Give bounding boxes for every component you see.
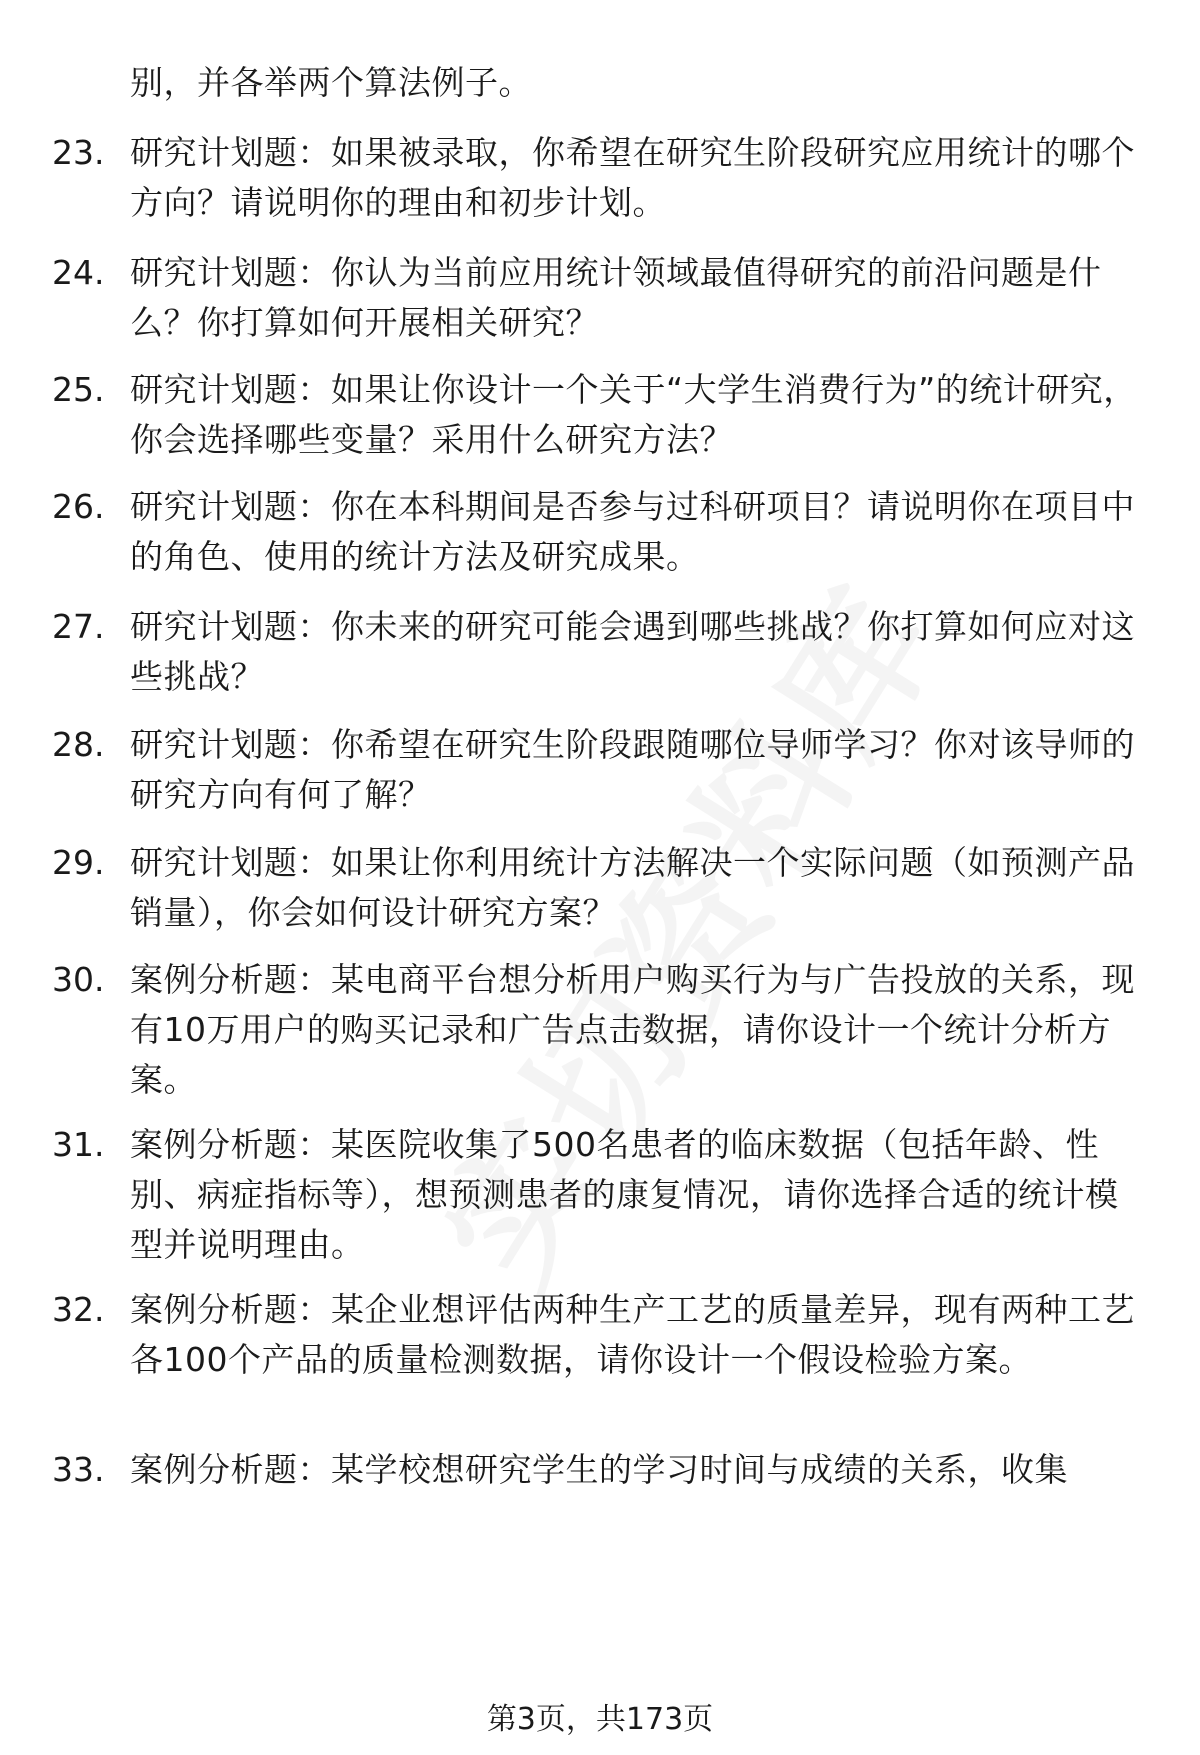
continuation-text: 别，并各举两个算法例子。: [130, 63, 532, 102]
question-text: 案例分析题：某医院收集了500名患者的临床数据（包括年龄、性别、病症指标等），想预测患者的康复情况，请你选择合适的统计模型并说明理由。: [130, 1125, 1119, 1264]
question-number: 24.: [52, 253, 105, 292]
question-text: 研究计划题：你认为当前应用统计领域最值得研究的前沿问题是什么？你打算如何开展相关研究？: [130, 253, 1102, 342]
question-number: 27.: [52, 607, 105, 646]
question-number: 33.: [52, 1450, 105, 1489]
question-text: 案例分析题：某电商平台想分析用户购买行为与广告投放的关系，现有10万用户的购买记录和广告点击数据，请你设计一个统计分析方案。: [130, 960, 1135, 1099]
question-text: 研究计划题：你希望在研究生阶段跟随哪位导师学习？你对该导师的研究方向有何了解？: [130, 725, 1135, 814]
page-footer: 第3页，共173页: [486, 1702, 714, 1737]
question-text: 案例分析题：某学校想研究学生的学习时间与成绩的关系，收集: [130, 1450, 1068, 1489]
question-number: 29.: [52, 843, 105, 882]
question-number: 26.: [52, 487, 105, 526]
question-text: 研究计划题：如果让你设计一个关于“大学生消费行为”的统计研究，你会选择哪些变量？采用什么研究方法？: [130, 370, 1137, 459]
question-number: 32.: [52, 1290, 105, 1329]
question-number: 28.: [52, 725, 105, 764]
question-number: 25.: [52, 370, 105, 409]
question-text: 研究计划题：你未来的研究可能会遇到哪些挑战？你打算如何应对这些挑战？: [130, 607, 1135, 696]
question-number: 31.: [52, 1125, 105, 1164]
question-text: 研究计划题：如果让你利用统计方法解决一个实际问题（如预测产品销量），你会如何设计研究方案？: [130, 843, 1135, 932]
question-text: 案例分析题：某企业想评估两种生产工艺的质量差异，现有两种工艺各100个产品的质量检测数据，请你设计一个假设检验方案。: [130, 1290, 1135, 1379]
question-number: 23.: [52, 133, 105, 172]
question-text: 研究计划题：你在本科期间是否参与过科研项目？请说明你在项目中的角色、使用的统计方法及研究成果。: [130, 487, 1135, 576]
question-number: 30.: [52, 960, 105, 999]
question-text: 研究计划题：如果被录取，你希望在研究生阶段研究应用统计的哪个方向？请说明你的理由和初步计划。: [130, 133, 1135, 222]
